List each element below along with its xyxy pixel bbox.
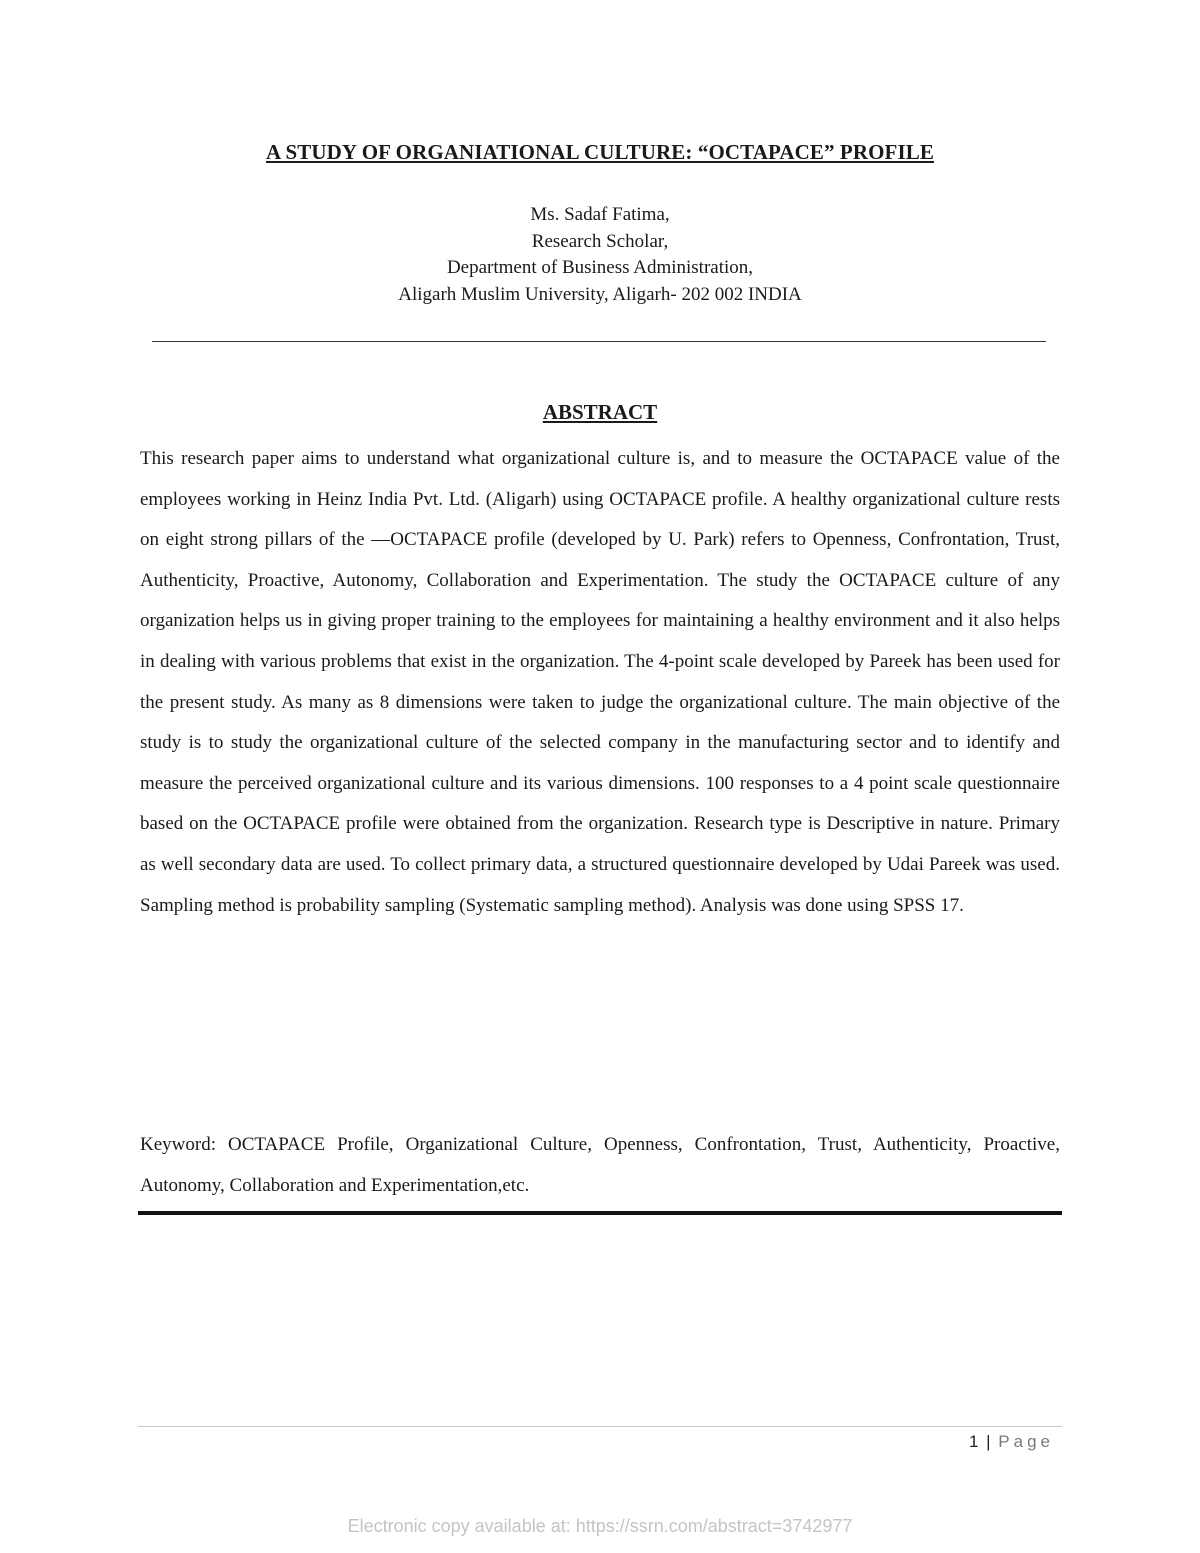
dimension-experimentation: Experimentation [577, 569, 704, 591]
dimension-proactive: Proactive [247, 569, 320, 591]
keyword-openness: Openness [603, 1134, 678, 1155]
dimension-collaboration: Collaboration [426, 569, 532, 591]
dimension-autonomy: Autonomy [332, 569, 413, 591]
author-department: Department of Business Administration, [446, 257, 754, 278]
keywords-paragraph [140, 1125, 1060, 1206]
keyword-autonomy: Autonomy [140, 1174, 221, 1196]
keywords-sep: , [966, 1134, 984, 1155]
abstract-text-1: This research paper aims to understand what organizational culture is, and to measure the OCTAPACE value of the employees working in Heinz India Pvt. Ltd. (Aligarh) using OCTAPACE profile. A healthy organizational culture rests on eight strong pillars of the —OCTAPACE profile (developed by U. Park) refers to [140, 448, 1060, 551]
page-number-value: 1 [968, 1432, 980, 1451]
keywords-text: OCTAPACE Profile, Organizational Culture, [228, 1134, 604, 1155]
abstract-sep: , [412, 569, 427, 591]
abstract-sep: , [886, 529, 899, 551]
abstract-sep: and [531, 569, 578, 591]
keyword-collaboration: Collaboration [229, 1174, 335, 1196]
dimension-confrontation: Confrontation [898, 529, 1005, 551]
abstract-body [140, 439, 1060, 926]
dimension-openness: Openness [812, 529, 887, 551]
abstract-text-2: . The study the OCTAPACE culture of any organization helps us in giving proper training to the employees for maintaining a healthy environment and it also helps in dealing with various problems that exist in the organization. The 4-point scale developed by Pareek has been used for the present study. As many as 8 dimensions were taken to judge the organizational culture. The main objective of the study is to study the organizational culture of the selected company in the manufacturing sector and to identify and measure the perceived organizational culture and its various dimensions. 100 responses to a 4 point scale questionnaire based on the OCTAPACE profile were obtained from the organization. Research type is Descriptive in nature. Primary as well secondary data are used. To collect primary data, a structured questionnaire developed by Udai Pareek was used. Sampling method is probability sampling (Systematic sampling method). Analysis was done using SPSS 17. [140, 569, 1061, 916]
author-name: Ms. Sadaf Fatima, [530, 204, 670, 225]
keyword-proactive: Proactive [983, 1134, 1056, 1155]
keywords-label: Keyword: [140, 1134, 229, 1155]
abstract-sep: , [233, 569, 248, 591]
section-divider [138, 1211, 1062, 1215]
keywords-sep: , [677, 1134, 695, 1155]
keywords-sep: , [220, 1174, 230, 1196]
keywords-sep: , [857, 1134, 873, 1155]
author-affiliation: Aligarh Muslim University, Aligarh- 202 002 INDIA [398, 283, 802, 305]
keyword-trust: Trust [817, 1134, 858, 1155]
footer-rule [138, 1426, 1062, 1427]
dimension-trust: Trust [1015, 529, 1056, 551]
keywords-sep: and [334, 1174, 371, 1196]
abstract-heading: ABSTRACT [542, 400, 658, 424]
abstract-paragraph [140, 439, 1060, 926]
keyword-authenticity: Authenticity [872, 1134, 967, 1155]
page-number [969, 1432, 1054, 1452]
keywords-sep: , [1055, 1134, 1060, 1155]
title-separator-line [152, 341, 1046, 342]
abstract-sep: , [319, 569, 333, 591]
keywords-section [140, 1125, 1060, 1206]
keywords-sep: , [801, 1134, 818, 1155]
dimension-authenticity: Authenticity [140, 569, 234, 591]
keyword-confrontation: Confrontation [694, 1134, 802, 1155]
abstract-sep: , [1055, 529, 1060, 551]
author-position: Research Scholar, [531, 230, 669, 252]
paper-title: A STUDY OF ORGANIATIONAL CULTURE: “OCTAPACE” PROFILE [266, 140, 934, 164]
keywords-tail: ,etc. [497, 1174, 530, 1196]
ssrn-watermark: Electronic copy available at: https://ssrn.com/abstract=3742977 [347, 1516, 853, 1536]
page-word: Page [998, 1432, 1054, 1451]
page-number-separator: | [979, 1432, 999, 1451]
keyword-experimentation: Experimentation [370, 1174, 498, 1196]
abstract-sep: , [1004, 529, 1016, 551]
author-block [0, 202, 1200, 308]
